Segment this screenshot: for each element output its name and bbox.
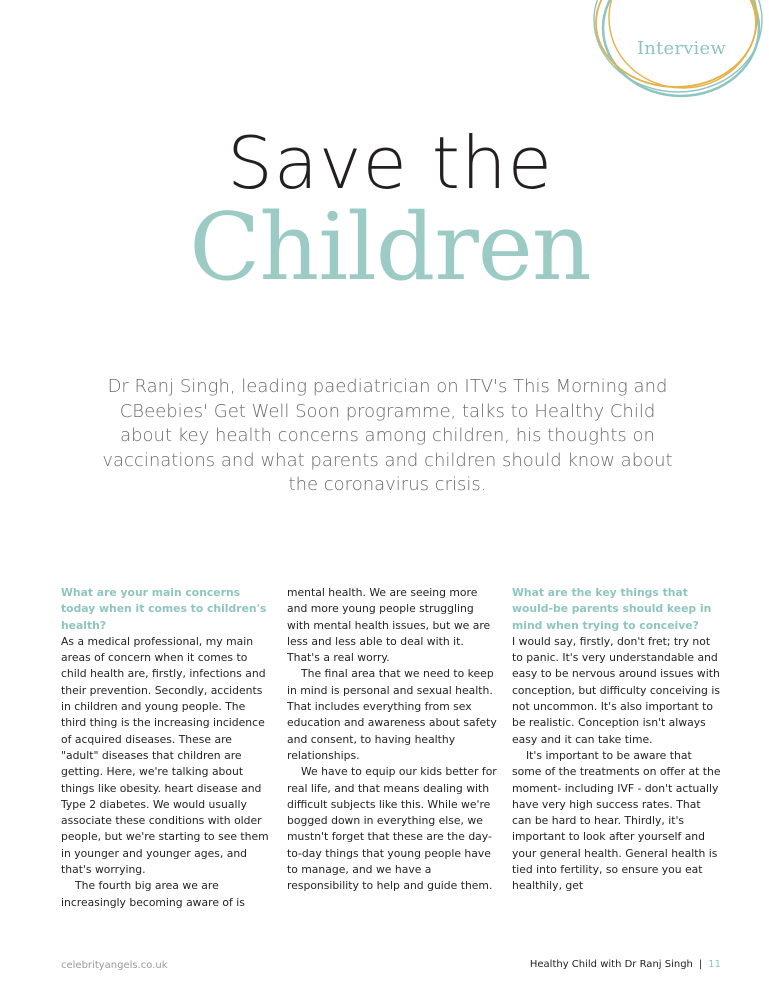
- question-heading: What are your main concerns today when it comes to children's health?: [61, 586, 267, 632]
- headline-line-1: Save the: [227, 121, 553, 205]
- footer-website: celebrityangels.co.uk: [61, 960, 168, 971]
- body-paragraph: The fourth big area we are increasingly becoming aware of is: [61, 879, 245, 909]
- body-paragraph: As a medical professional, my main areas of concern when it comes to child health are, firstly, infections and their prevention. Secondly, accidents in children and young people. The third thing is the increasing incidence of acquired diseases. These are "adult" diseases that children are getting. Here, we're talking about things like obesity. heart disease and Type 2 diabetes. We would usually associate these conditions with older people, but we're starting to see them in younger and younger ages, and that's worrying.: [61, 634, 269, 877]
- headline-line-2: Children: [189, 193, 591, 301]
- column-2: [287, 585, 497, 895]
- column-3: [512, 585, 722, 895]
- body-paragraph: The final area that we need to keep in mind is personal and sexual health. That includes everything from sex education and awareness about safety and consent, to having healthy relationships.: [287, 667, 497, 762]
- body-paragraph: It's important to be aware that some of the treatments on offer at the moment- including IVF - don't actually have very high success rates. That can be hard to hear. Thirdly, it's important to look after yourself and your general health. General health is tied into fertility, so ensure you eat healthily, get: [512, 748, 721, 893]
- body-paragraph: I would say, firstly, don't fret; try not to panic. It's very understandable and easy to be nervous around issues with conception, but difficulty conceiving is not uncommon. It's also important to be realistic. Conception isn't always easy and it can take time.: [512, 634, 720, 746]
- question-heading: What are the key things that would-be parents should keep in mind when trying to conceive?: [512, 586, 712, 632]
- body-paragraph: mental health. We are seeing more and more young people struggling with mental health issues, but we are less and less able to deal with it. That's a real worry.: [287, 586, 491, 665]
- section-tag: Interview: [637, 38, 726, 59]
- standfirst: Dr Ranj Singh, leading paediatrician on ITV's This Morning and CBeebies' Get Well Soon programme, talks to Healthy Child about key health concerns among children, his thoughts on vaccinations and what parents and children should know about the coronavirus crisis.: [102, 376, 673, 495]
- body-paragraph: We have to equip our kids better for real life, and that means dealing with difficult subjects like this. While we're bogged down in everything else, we mustn't forget that these are the day-to-day things that young people have to manage, and we have a responsibility to help and guide them.: [287, 765, 497, 893]
- column-1: [61, 585, 271, 911]
- footer-publication: Healthy Child with Dr Ranj Singh: [529, 959, 693, 970]
- page-number: 11: [708, 959, 721, 970]
- footer-separator: |: [698, 959, 703, 970]
- footer-folio: [530, 959, 721, 970]
